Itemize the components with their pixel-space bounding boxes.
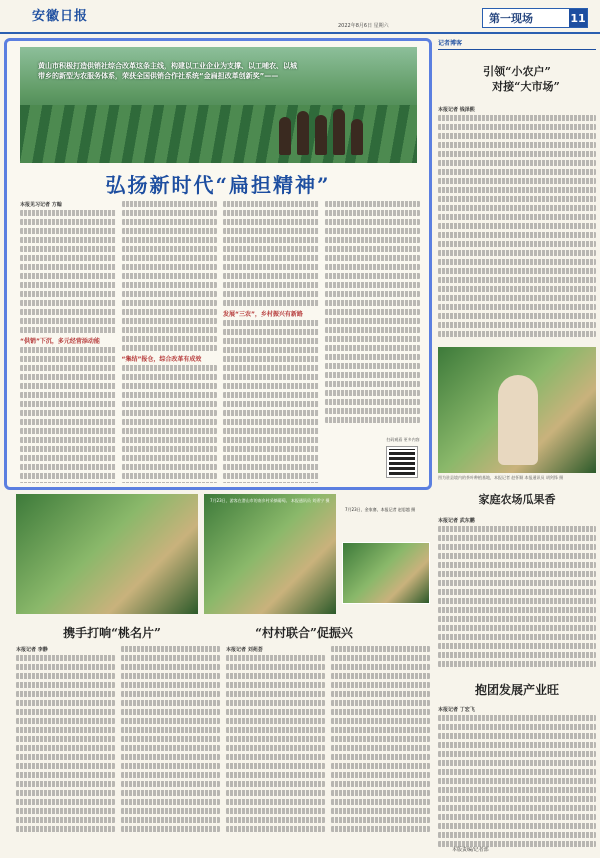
lower-title-1: 携手打响“桃名片” bbox=[63, 626, 161, 640]
right-article-title-3: 抱团发展产业旺 bbox=[474, 683, 559, 697]
qr-label: 扫码观看 更多内容 bbox=[386, 437, 420, 442]
newspaper-logo: 安徽日报 bbox=[32, 9, 89, 24]
right-byline-1: 本报记者 钱泽熙 bbox=[438, 107, 475, 113]
masthead bbox=[0, 0, 600, 34]
peach-picking-photo bbox=[16, 494, 198, 614]
small-field-photo bbox=[342, 507, 430, 604]
right-photo-caption: 图为驻县境内的茶叶种植基地，本报记者 赵怀顺 本报通讯员 胡剑锋 摄 bbox=[438, 475, 564, 480]
feature-column-1 bbox=[20, 201, 116, 483]
subhead-1: “供销”下沉，多元经营添动能 bbox=[20, 338, 100, 345]
small-photo-caption: 7月23日，金家寨，本报记者 赵思越 摄 bbox=[345, 507, 416, 512]
right-article-title-2: 家庭农场瓜果香 bbox=[478, 493, 556, 506]
lower-section bbox=[4, 494, 432, 858]
lower-title-2: “村村联合”促振兴 bbox=[255, 626, 353, 640]
feature-article[interactable] bbox=[4, 38, 432, 490]
right-title-line-1: 引领“小农户” bbox=[483, 65, 551, 78]
lower-byline-2: 本报记者 刘苑荟 bbox=[226, 647, 263, 653]
feature-body bbox=[20, 201, 420, 483]
right-title-line-2: 对接“大市场” bbox=[492, 80, 560, 93]
blog-header: 记者博客 bbox=[438, 38, 596, 50]
feature-column-2 bbox=[122, 201, 218, 483]
lower-column-1 bbox=[16, 646, 115, 856]
page-number: 11 bbox=[569, 9, 587, 27]
subhead-2: “集结”报仓，综合改革有成效 bbox=[121, 356, 202, 363]
farmer-figure bbox=[498, 375, 538, 465]
right-article-title bbox=[438, 64, 596, 94]
right-column bbox=[438, 38, 596, 858]
hero-caption: 黄山市积极打造供销社综合改革这条主线，构建以工业企业为支撑、以工哺农、以城带乡的新型为农服务体系，荣获全国供销合作社系统“金扁担改革创新奖”—— bbox=[38, 62, 297, 80]
hero-photo bbox=[20, 47, 417, 163]
section-title: 第一现场 bbox=[489, 12, 533, 25]
lower-photo-caption: 7月23日，游客在潜山市的南乡村采摘葡萄。 本报通讯员 刘勇宁 摄 bbox=[210, 498, 330, 503]
subhead-3: 发展“三农”，乡村振兴有新路 bbox=[223, 311, 303, 318]
page-footer: 本版责编/记者部 bbox=[452, 847, 489, 853]
lower-column-4 bbox=[331, 646, 430, 856]
issue-date: 2022年8月6日 星期六 bbox=[338, 23, 389, 29]
qr-code-icon[interactable] bbox=[387, 447, 417, 477]
lower-column-3 bbox=[226, 646, 325, 856]
people-image bbox=[279, 107, 399, 155]
tea-farmer-photo bbox=[438, 347, 596, 473]
lower-byline-1: 本报记者 李静 bbox=[16, 647, 48, 653]
grape-picking-photo bbox=[204, 494, 336, 614]
section-label bbox=[482, 8, 588, 28]
feature-column-3 bbox=[223, 201, 319, 483]
lower-column-2 bbox=[121, 646, 220, 856]
right-byline-3: 本报记者 丁宏飞 bbox=[438, 707, 475, 713]
feature-byline: 本报见习记者 方翰 bbox=[20, 202, 62, 208]
lower-body bbox=[16, 646, 430, 856]
right-byline-2: 本报记者 武东鹏 bbox=[438, 518, 475, 524]
feature-headline: 弘扬新时代“扁担精神” bbox=[105, 173, 331, 197]
